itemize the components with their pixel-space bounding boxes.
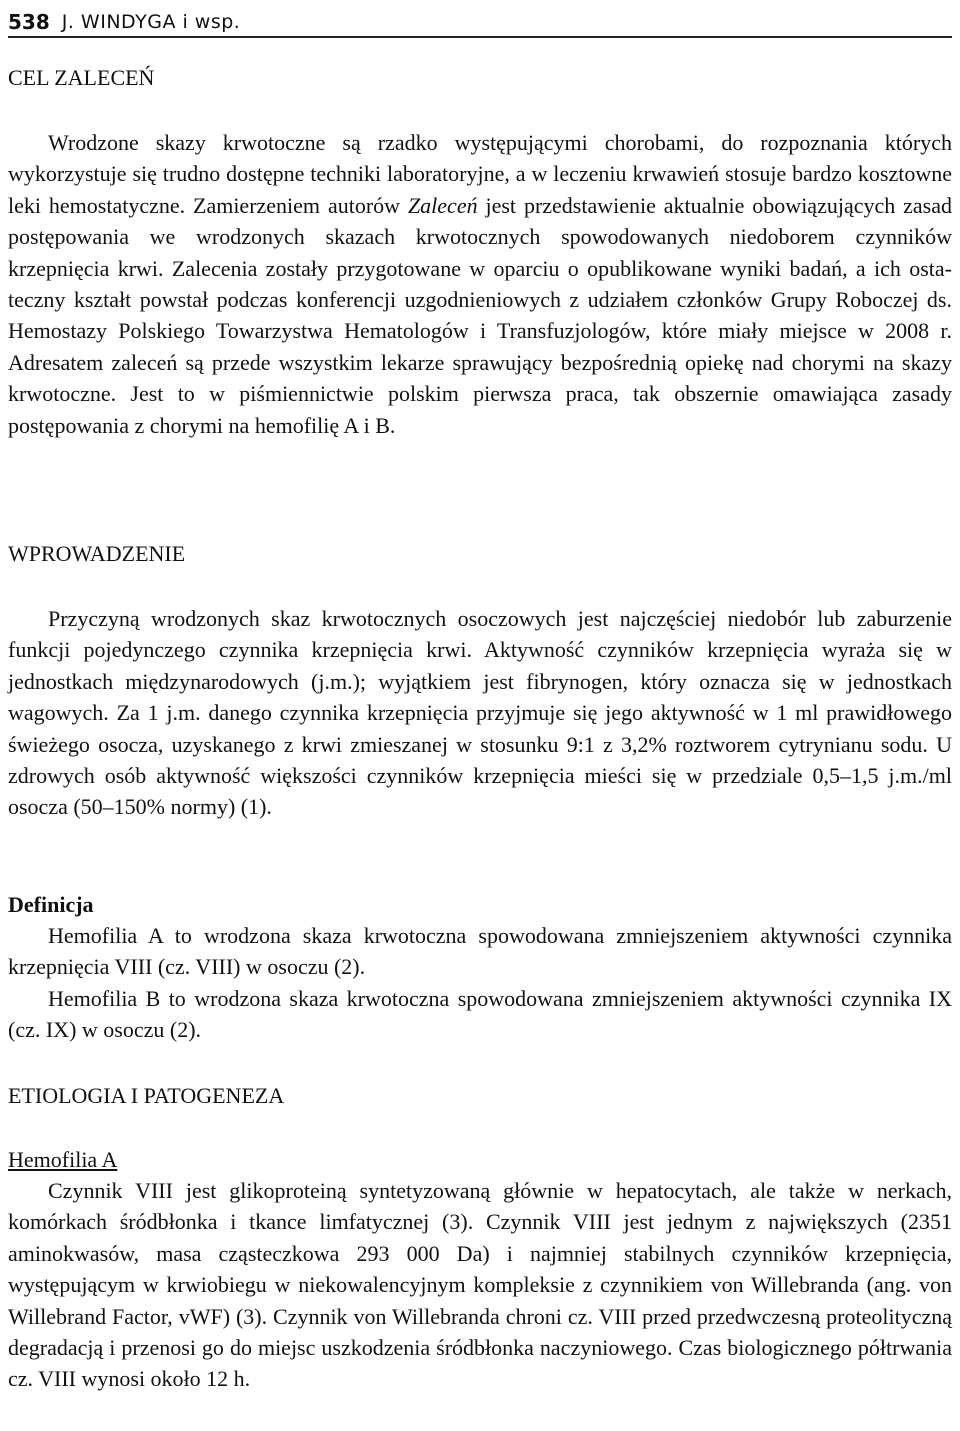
section-etiology xyxy=(8,1080,952,1395)
section-title-etiology: ETIOLOGIA I PATOGENEZA xyxy=(8,1083,285,1108)
paragraph-aim-text-a: Wrodzone skazy krwotoczne są rzadko występującymi chorobami, do rozpoznania których wykorzystuje się trudno dostępne techniki laboratoryjne, a w leczeniu krwawień stosuje bardzo kosztowne leki hemostatyczne. Zamierzeniem autorów xyxy=(8,130,952,218)
paragraph-definition-a: Hemofilia A to wrodzona skaza krwotoczna spowodowana zmniejszeniem aktywności czynnika krzepnięcia VIII (cz. VIII) w osoczu (2). xyxy=(8,923,952,980)
paragraph-aim-emphasis: Zaleceń xyxy=(407,192,478,218)
page-number: 538 xyxy=(8,10,50,34)
section-title-aim: CEL ZALECEŃ xyxy=(8,65,155,90)
paragraph-aim xyxy=(8,127,952,441)
section-title-introduction: WPROWADZENIE xyxy=(8,541,186,566)
paragraph-introduction: Przyczyną wrodzonych skaz krwotocznych osoczowych jest najczęściej niedobór lub zaburzenie funkcji pojedynczego czynnika krzepnięcia krwi. Aktywność czynników krzepnięcia wyraża się w jednostkach międzynarodowych (j.m.); wyjątkiem jest fibrynogen, który oznacza się w jednostkach wagowych. Za 1 j.m. danego czynnika krzepnięcia przyjmuje się jego aktywność w 1 ml prawidłowego świeżego osocza, uzyskanego z krwi zmieszanej w stosunku 9:1 z 3,2% roztworem cytrynianu sodu. U zdrowych osób aktywność większości czynników krzepnięcia mieści się w przedziale 0,5–1,5 j.m./ml osocza (50–150% normy) (1). xyxy=(8,606,952,820)
paragraph-definition-b: Hemofilia B to wrodzona skaza krwotoczna spowodowana zmniejszeniem aktywności czynnika IX (cz. IX) w osoczu (2). xyxy=(8,985,952,1043)
subsection-title-hemophilia-a: Hemofilia A xyxy=(8,1147,118,1172)
paragraph-etiology: Czynnik VIII jest glikoproteiną syntetyzowaną głównie w hepatocytach, ale także w nerkach, komórkach śródbłonka i tkance limfatycznej (3). Czynnik VIII jest jednym z największych (2351 aminokwasów, masa cząsteczkowa 293 000 Da) i najmniej stabilnych czynników krzepnięcia, występującym w krwiobiegu w niekowalencyjnym kompleksie z czynnikiem von Willebranda (ang. von Willebrand Factor, vWF) (3). Czynnik von Willebranda chroni cz. VIII przed przedwczesną proteolityczną degradacją i przenosi go do miejsc uszkodzenia śródbłonka naczyniowego. Czas biologicznego półtrwania cz. VIII wynosi około 12 h. xyxy=(8,1178,952,1392)
section-introduction xyxy=(8,538,952,823)
page xyxy=(8,0,952,1392)
running-header xyxy=(8,0,952,38)
section-aim xyxy=(8,62,952,441)
section-definition xyxy=(8,889,952,1046)
paragraph-aim-text-b: jest przedstawienie aktualnie obowiązujących zasad postępowania we wrodzonych skazach krwotocznych spowodowanych niedoborem czynników krzepnięcia krwi. Zalecenia zostały przygotowane w oparciu o opublikowane wyniki badań, a ich ostateczny kształt powstał podczas konferencji uzgodnieniowych z udziałem członków Grupy Roboczej ds. Hemostazy Polskiego Towarzystwa Hematologów i Transfuzjologów, które miały miejsce w 2008 r. Adresatem zaleceń są przede wszystkim lekarze sprawujący bezpośrednią opiekę nad chorymi na skazy krwotoczne. Jest to w piśmiennictwie polskim pierwsza praca, tak obszernie omawiająca zasady postępowania z chorymi na hemofilię A i B. xyxy=(8,192,952,438)
running-head-authors: J. WINDYGA i wsp. xyxy=(61,11,241,33)
section-title-definition: Definicja xyxy=(8,892,94,917)
